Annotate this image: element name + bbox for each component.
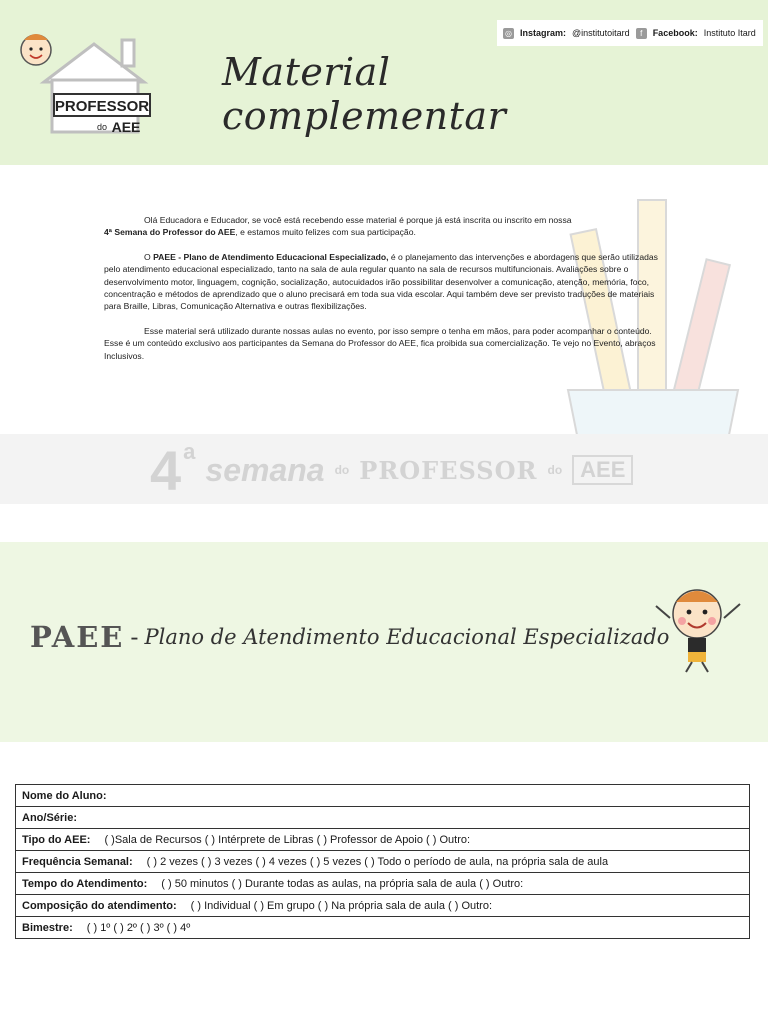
logo-line1: PROFESSOR [54, 98, 150, 115]
section-abbr: PAEE [30, 620, 125, 654]
intro-p1-text-end: , e estamos muito felizes com sua participação. [235, 227, 416, 238]
intro-text [104, 214, 660, 374]
watermark-ordinal: a [183, 439, 196, 464]
intro-p2-bold: PAEE - Plano de Atendimento Educacional Especializado, [153, 251, 389, 262]
student-form [15, 784, 750, 939]
form-field-bimestre[interactable] [16, 917, 750, 939]
watermark-aee: AEE [572, 455, 633, 485]
intro-paragraph-2 [104, 251, 660, 313]
social-bar [497, 20, 763, 46]
form-field-ano[interactable] [16, 807, 750, 829]
form-options: ( ) 2 vezes ( ) 3 vezes ( ) 4 vezes ( ) 5 vezes ( ) Todo o período de aula, na própria sala de aula [146, 855, 609, 868]
facebook-label: Facebook: [652, 28, 698, 38]
watermark-do-2: do [547, 463, 563, 477]
intro-p2-text: é o planejamento das intervenções e abordagens que serão utilizadas pelo atendimento educacional especializado, tanto na sala de aula regular quanto na sala de recursos multifuncionais. Avaliações sobre o desenvolvimento motor, linguagem, cognição, socialização, autocuidados irão possibilitar desenvolver a comunicação, atenção, memória, foco, concentração e métodos de aprendizado que o aluno precisará em toda sua vida escolar. Aqui também deve ser previsto traduções de materiais para Braille, Libras, Comunicação Alternativa e outras flexibilizações. [104, 251, 658, 312]
watermark-do: do [334, 463, 350, 477]
professor-aee-logo [14, 22, 164, 140]
form-label: Ano/Série: [22, 811, 78, 824]
form-row [16, 851, 750, 873]
watermark-professor: PROFESSOR [359, 455, 538, 485]
watermark-number: 4 [150, 438, 182, 502]
form-field-tipo[interactable] [16, 829, 750, 851]
page-title: Material complementar [222, 50, 507, 138]
logo-line2: do [96, 122, 108, 132]
logo-line3: AEE [111, 119, 141, 135]
intro-p1-bold: 4ª Semana do Professor do AEE [104, 227, 236, 238]
facebook-handle: Instituto Itard [703, 28, 756, 38]
section-full-title: Plano de Atendimento Educacional Especializado [144, 625, 670, 649]
form-label: Frequência Semanal: [22, 855, 133, 868]
form-row [16, 785, 750, 807]
form-row [16, 917, 750, 939]
intro-p2-lead: O [144, 251, 154, 262]
form-label: Tempo do Atendimento: [22, 877, 148, 890]
form-options: ( )Sala de Recursos ( ) Intérprete de Libras ( ) Professor de Apoio ( ) Outro: [104, 833, 471, 846]
form-label: Tipo do AEE: [22, 833, 91, 846]
form-row [16, 895, 750, 917]
form-field-nome[interactable] [16, 785, 750, 807]
form-field-frequencia[interactable] [16, 851, 750, 873]
watermark-semana: semana [205, 451, 325, 488]
instagram-label: Instagram: [520, 28, 567, 38]
intro-p1-text: Olá Educadora e Educador, se você está recebendo esse material é porque já está inscrita ou inscrito em nossa [144, 215, 572, 225]
instagram-handle: @institutoitard [572, 28, 630, 38]
form-label: Bimestre: [22, 921, 73, 934]
form-label: Composição do atendimento: [22, 899, 177, 912]
intro-p3-text: Esse material será utilizado durante nossas aulas no evento, por isso sempre o tenha em mãos, para poder acompanhar o conteúdo. Esse é um conteúdo exclusivo aos participantes da Semana do Professor do AEE, fica proibida sua comercialização. Te vejo no Evento, abraços Inclusivos. [104, 325, 656, 361]
section-title [30, 612, 669, 662]
form-options: ( ) Individual ( ) Em grupo ( ) Na própria sala de aula ( ) Outro: [190, 899, 493, 912]
intro-paragraph-3 [104, 325, 660, 362]
event-watermark [0, 434, 768, 504]
form-label: Nome do Aluno: [22, 789, 107, 802]
form-field-composicao[interactable] [16, 895, 750, 917]
form-options: ( ) 50 minutos ( ) Durante todas as aulas, na própria sala de aula ( ) Outro: [161, 877, 524, 890]
facebook-icon: f [636, 28, 647, 39]
cartoon-boy-illustration [652, 576, 747, 676]
form-options: ( ) 1º ( ) 2º ( ) 3º ( ) 4º [86, 921, 191, 934]
instagram-icon: ◎ [503, 28, 514, 39]
form-row [16, 873, 750, 895]
form-row [16, 807, 750, 829]
form-row [16, 829, 750, 851]
intro-paragraph-1 [104, 214, 660, 239]
section-separator: - [130, 623, 139, 651]
form-field-tempo[interactable] [16, 873, 750, 895]
